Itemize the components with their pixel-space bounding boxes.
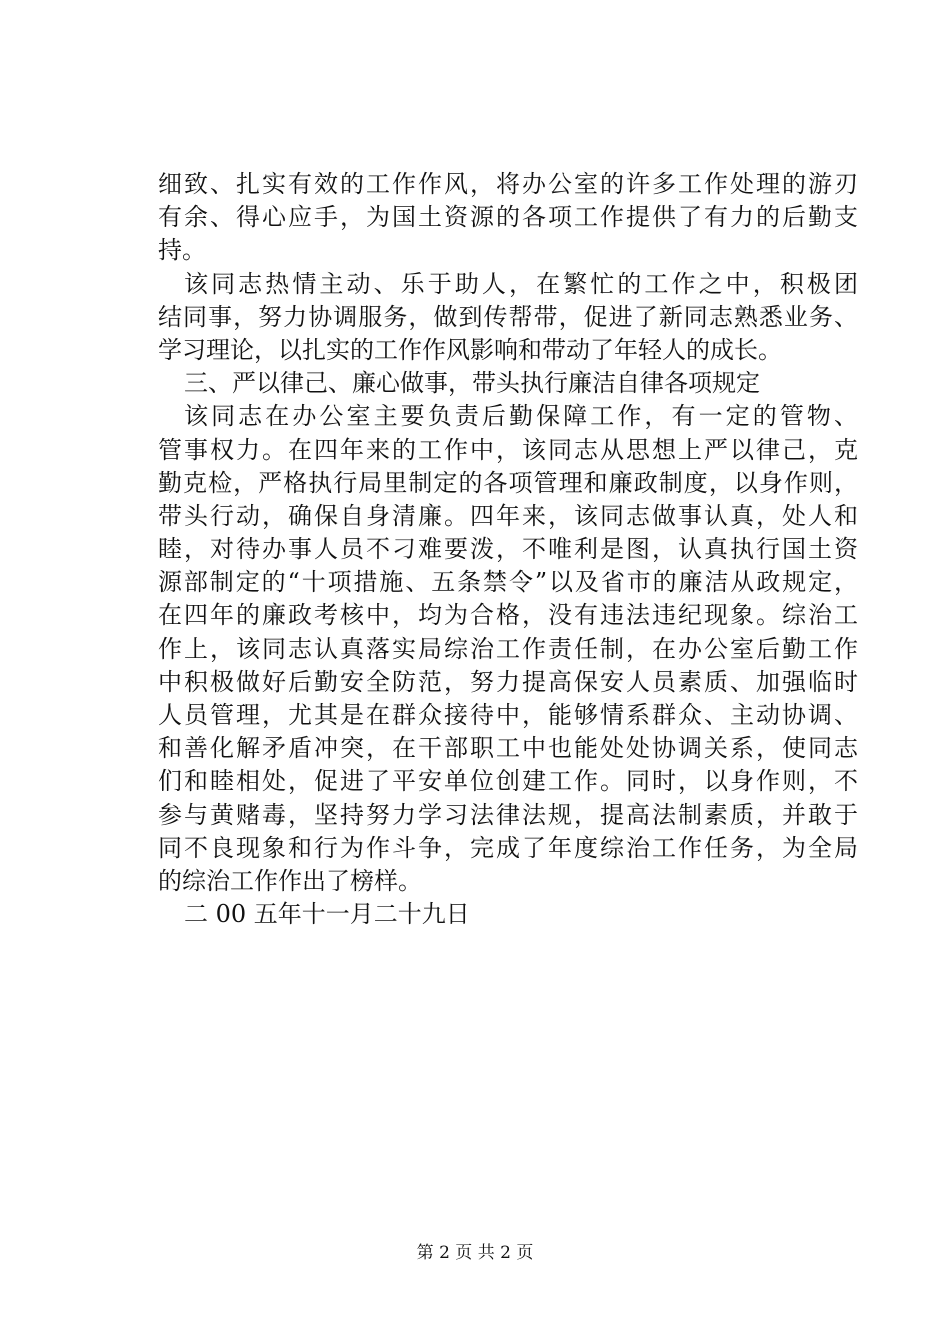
text-line: 作上，该同志认真落实局综治工作责任制，在办公室后勤工作 bbox=[158, 634, 858, 663]
text-line: 持。 bbox=[158, 236, 206, 265]
text-line: 的综治工作作出了榜样。 bbox=[158, 866, 422, 895]
text-line: 中积极做好后勤安全防范，努力提高保安人员素质、加强临时 bbox=[158, 667, 858, 696]
text-line: 有余、得心应手，为国土资源的各项工作提供了有力的后勤支 bbox=[158, 203, 858, 232]
text-line: 带头行动，确保自身清廉。四年来，该同志做事认真，处人和 bbox=[158, 501, 858, 530]
text-line: 结同事，努力协调服务，做到传帮带，促进了新同志熟悉业务、 bbox=[158, 302, 858, 331]
text-line: 源部制定的“十项措施、五条禁令”以及省市的廉洁从政规定， bbox=[158, 568, 858, 597]
text-line: 们和睦相处，促进了平安单位创建工作。同时，以身作则，不 bbox=[158, 767, 858, 796]
section-heading: 三、严以律己、廉心做事，带头执行廉洁自律各项规定 bbox=[184, 369, 760, 398]
text-line: 同不良现象和行为作斗争，完成了年度综治工作任务，为全局 bbox=[158, 833, 858, 862]
text-line: 人员管理，尤其是在群众接待中，能够情系群众、主动协调、 bbox=[158, 701, 858, 729]
text-line: 学习理论，以扎实的工作作风影响和带动了年轻人的成长。 bbox=[158, 335, 782, 364]
page-number-footer: 第 2 页 共 2 页 bbox=[416, 1243, 534, 1263]
document-date: 二 00 五年十一月二十九日 bbox=[184, 900, 470, 929]
text-line: 该同志热情主动、乐于助人，在繁忙的工作之中，积极团 bbox=[184, 269, 858, 298]
text-line: 参与黄赌毒，坚持努力学习法律法规，提高法制素质，并敢于 bbox=[158, 800, 858, 829]
text-line: 管事权力。在四年来的工作中，该同志从思想上严以律己，克 bbox=[158, 435, 858, 464]
text-line: 睦，对待办事人员不刁难要泼，不唯利是图，认真执行国土资 bbox=[158, 535, 858, 564]
text-line: 细致、扎实有效的工作作风，将办公室的许多工作处理的游刃 bbox=[158, 170, 858, 198]
text-line: 勤克检，严格执行局里制定的各项管理和廉政制度，以身作则， bbox=[158, 468, 858, 497]
text-line: 和善化解矛盾冲突，在干部职工中也能处处协调关系，使同志 bbox=[158, 734, 858, 763]
text-line: 该同志在办公室主要负责后勤保障工作，有一定的管物、 bbox=[184, 402, 858, 431]
text-line: 在四年的廉政考核中，均为合格，没有违法违纪现象。综治工 bbox=[158, 601, 858, 630]
document-body bbox=[158, 168, 858, 931]
